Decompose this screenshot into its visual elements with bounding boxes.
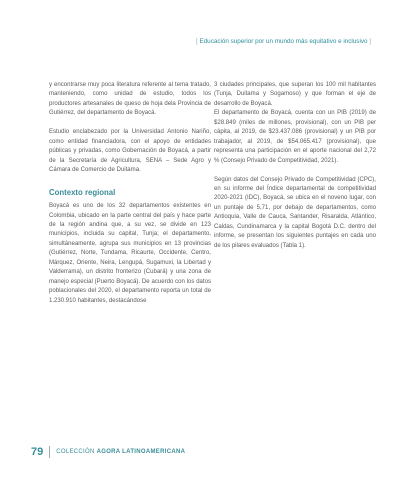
right-paragraph-1: 3 ciudades principales, que superan los 100 mil habitantes (Tunja, Duitama y Sogamoso) y que forman el eje de desarrollo de Boyacá. — [214, 82, 376, 107]
left-column — [49, 81, 211, 306]
collection-name — [56, 449, 185, 455]
left-paragraph-2: Estudio enclabezado por la Universidad Antonio Nariño, como entidad financiadora, con el apoyo de entidades públicas y privadas, como Gobernación de Boyacá, a partir de la Secretaría de Agricultura, SENA – Sede Agro y Cámara de Comercio de Duitama. — [49, 129, 211, 174]
page-footer — [31, 446, 185, 458]
left-paragraph-3: Boyacá es uno de los 32 departamentos existentes en Colombia, ubicado en la parte central del país y hace parte de la región andina que, a su vez, se divide en 123 municipios, incluida su capital, Tunja; el departamento, simultáneamente, agrupa sus municipios en 13 provincias (Gutiérrez, Norte, Tundama, Ricaurte, Occidente, Centro, Márquez, Oriente, Neira, Lengupá, Sugamuxi, la Libertad y Valderrama), un distrito fronterizo (Cubará) y una zona de manejo especial (Puerto Boyacá). De acuerdo con los datos poblacionales del 2020, el departamento reporta un total de 1.230.910 habitantes, destacándose — [49, 203, 211, 304]
header-close-bracket: ] — [369, 38, 371, 45]
running-header — [196, 38, 371, 45]
page-number: 79 — [31, 446, 44, 458]
left-paragraph-1: y encontrarse muy poca literatura referente al tema tratado, manteniendo, como unidad de estudio, todos los productores artesanales de queso de hoja dela Provincia de Gutiérrez, del departamento de Boyacá. — [49, 82, 211, 117]
header-title: Educación superior por un mundo más equitativo e inclusivo — [199, 38, 368, 45]
footer-divider — [49, 446, 50, 458]
right-paragraph-2: El departamento de Boyacá, cuenta con un PIB (2019) de $28.849 (miles de millones, provisional), con un PIB per cápita, al 2019, de $23.437.086 (provisional) y un PIB por trabajador, al 2019, de $54.065.417 (provisional), que representa una participación en el aporte nacional del 2,72 % (Consejo Privado de Competitividad, 2021). — [214, 110, 376, 164]
section-subheading: Contexto regional — [49, 188, 116, 198]
right-column — [214, 81, 376, 251]
collection-title: AGORA LATINOAMERICANA — [96, 449, 186, 455]
header-open-bracket: [ — [195, 38, 198, 45]
collection-prefix: COLECCIÓN — [56, 449, 97, 455]
right-paragraph-3: Según datos del Consejo Privado de Competitividad (CPC), en su informe del Índice departamental de competitividad 2020-2021 (IDC), Boyacá, se ubica en el noveno lugar, con un puntaje de 5,71, por debajo de departamentos, como Antioquia, Valle de Cauca, Santander, Risaralda, Atlántico, Caldas, Cundinamarca y la capital Bogotá D.C. dentro del informe, se presentan los siguientes puntajes en cada uno de los pilares evaluados (Tabla 1). — [214, 176, 376, 249]
